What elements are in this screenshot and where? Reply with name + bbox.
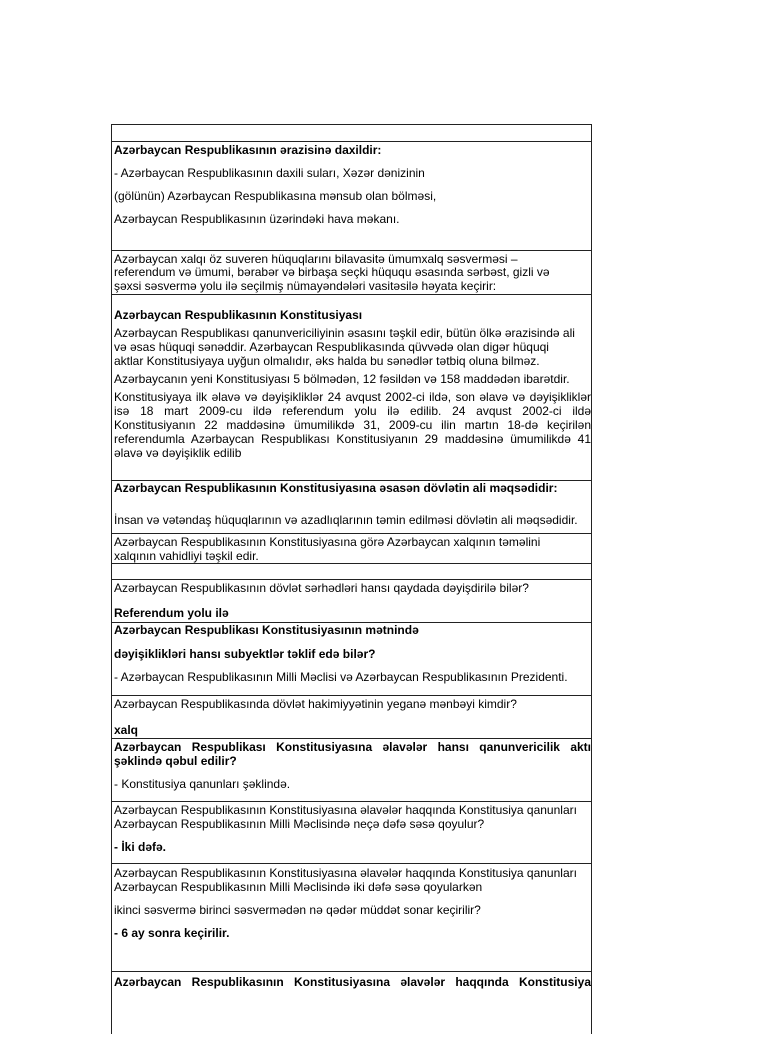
row-answer: Referendum yolu ilə — [114, 606, 229, 620]
row-text: Azərbaycan Respublikası qanunvericiliyinin əsasını təşkil edir, bütün ölkə ərazisində ali — [114, 326, 575, 340]
table-row-vote-count — [112, 801, 591, 863]
row-text: Azərbaycan Respublikasının dövlət sərhədləri hansı qaydada dəyişdirilə bilər? — [114, 581, 529, 595]
row-text: Azərbaycan Respublikasının Konstitusiyasına əlavələr haqqında Konstitusiya qanunları — [114, 866, 577, 880]
table-row-unity — [112, 533, 591, 563]
row-text: isə 18 mart 2009-cu ildə referendum yolu ilə edilib. 24 avqust 2002-ci ildə — [114, 404, 591, 418]
table-row-sovereignty — [112, 250, 591, 294]
row-heading: Azərbaycan Respublikası Konstitusiyasına əlavələr hansı qanunvericilik aktı — [114, 740, 591, 754]
row-text: - Azərbaycan Respublikasının daxili suları, Xəzər dənizinin — [114, 166, 425, 180]
table-row-last — [112, 971, 591, 1041]
table-row-amendment-act — [112, 738, 591, 801]
table-row-amendment-subjects — [112, 622, 591, 695]
row-text: - Konstitusiya qanunları şəklində. — [114, 777, 291, 791]
row-text: şəxsi səsvermə yolu ilə seçilmiş nümayəndələri vasitəsilə həyata keçirir: — [114, 279, 497, 293]
row-text: referendumla Azərbaycan Respublikası Konstitusiyanın 29 maddəsinə ümumilikdə 41 — [114, 432, 591, 446]
row-text: Konstitusiyanın 22 maddəsinə ümumilikdə 31, 2009-cu ilin martın 18-də keçirilən — [114, 418, 591, 432]
table-row-empty — [112, 125, 591, 141]
table-row-borders — [112, 579, 591, 622]
table-row-state-goal — [112, 480, 591, 533]
row-heading: Azərbaycan Respublikasının Konstitusiyasına əlavələr haqqında Konstitusiya — [114, 975, 591, 989]
row-heading: Azərbaycan Respublikasının Konstitusiyası — [114, 308, 363, 322]
table-row-constitution — [112, 294, 591, 480]
table-row-territory — [112, 141, 591, 250]
row-text: Azərbaycan Respublikasının Konstitusiyasına görə Azərbaycan xalqının təməlini — [114, 535, 541, 549]
row-text: Azərbaycanın yeni Konstitusiyası 5 bölmədən, 12 fəsildən və 158 maddədən ibarətdir. — [114, 372, 570, 386]
table-row-power-source — [112, 695, 591, 738]
row-text: Azərbaycan Respublikasının Milli Məclisində neçə dəfə səsə qoyulur? — [114, 817, 485, 831]
row-text: İnsan və vətəndaş hüquqlarının və azadlıqlarının təmin edilməsi dövlətin ali məqsədidir. — [114, 513, 578, 527]
row-heading: dəyişiklikləri hansı subyektlər təklif edə bilər? — [114, 647, 376, 661]
row-answer: xalq — [114, 723, 139, 737]
table-row-empty — [112, 563, 591, 579]
row-text: (gölünün) Azərbaycan Respublikasına mənsub olan bölməsi, — [114, 189, 437, 203]
row-text: Azərbaycan Respublikasında dövlət hakimiyyətinin yeganə mənbəyi kimdir? — [114, 697, 517, 711]
row-text: Azərbaycan Respublikasının Konstitusiyasına əlavələr haqqında Konstitusiya qanunları — [114, 803, 577, 817]
document-table — [111, 124, 592, 1034]
row-text: Azərbaycan xalqı öz suveren hüquqlarını bilavasitə ümumxalq səsverməsi – — [114, 252, 518, 266]
row-heading: şəklində qəbul edilir? — [114, 754, 237, 768]
row-text: xalqının vahidliyi təşkil edir. — [114, 549, 259, 563]
row-text: aktlar Konstitusiyaya uyğun olmalıdır, əks halda bu sənədlər tətbiq oluna bilməz. — [114, 354, 540, 368]
row-text: referendum və ümumi, bərabər və birbaşa seçki hüququ əsasında sərbəst, gizli və — [114, 265, 550, 279]
row-text: əlavə və dəyişiklik edilib — [114, 446, 242, 460]
row-text: Azərbaycan Respublikasının Milli Məclisində iki dəfə səsə qoyularkən — [114, 880, 483, 894]
table-row-vote-interval — [112, 863, 591, 971]
row-text: ikinci səsvermə birinci səsvermədən nə qədər müddət sonar keçirilir? — [114, 903, 481, 917]
row-text: Konstitusiyaya ilk əlavə və dəyişikliklər 24 avqust 2002-ci ildə, son əlavə və dəyişikliklər — [114, 390, 591, 404]
row-answer: - 6 ay sonra keçirilir. — [114, 926, 230, 940]
row-text: və əsas hüquqi sənəddir. Azərbaycan Respublikasında qüvvədə olan digər hüquqi — [114, 340, 549, 354]
row-text: Azərbaycan Respublikasının üzərindəki hava məkanı. — [114, 212, 400, 226]
row-text: - Azərbaycan Respublikasının Milli Məclisi və Azərbaycan Respublikasının Prezidenti. — [114, 670, 568, 684]
row-heading: Azərbaycan Respublikası Konstitusiyasının mətnində — [114, 623, 419, 637]
row-heading: Azərbaycan Respublikasının ərazisinə daxildir: — [114, 143, 382, 157]
row-heading: Azərbaycan Respublikasının Konstitusiyasına əsasən dövlətin ali məqsədidir: — [114, 481, 558, 495]
row-answer: - İki dəfə. — [114, 840, 167, 854]
